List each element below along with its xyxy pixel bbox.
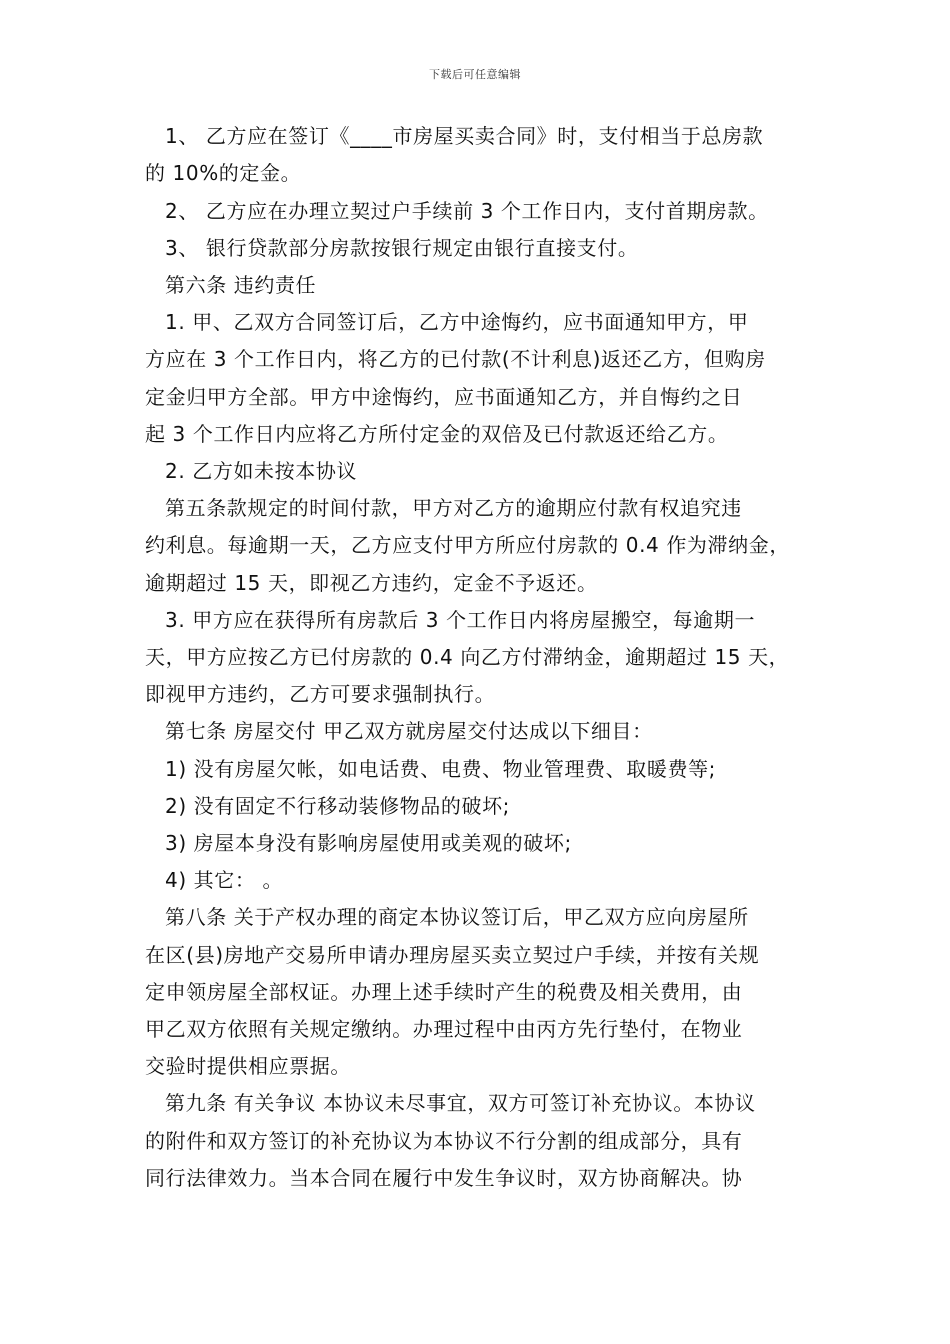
text-line: 甲乙双方依照有关规定缴纳。办理过程中由丙方先行垫付，在物业 — [145, 1017, 743, 1041]
text-line: 2) 没有固定不行移动装修物品的破坏; — [165, 794, 511, 818]
text-line: 约利息。每逾期一天，乙方应支付甲方所应付房款的 0.4 作为滞纳金， — [145, 533, 790, 557]
text-line: 同行法律效力。当本合同在履行中发生争议时，双方协商解决。协 — [145, 1166, 743, 1190]
text-line: 1) 没有房屋欠帐，如电话费、电费、物业管理费、取暖费等; — [165, 757, 717, 781]
text-line: 3、 银行贷款部分房款按银行规定由银行直接支付。 — [165, 236, 639, 260]
text-line: 逾期超过 15 天，即视乙方违约，定金不予返还。 — [145, 571, 598, 595]
text-line: 交验时提供相应票据。 — [145, 1054, 351, 1078]
text-line: 定申领房屋全部权证。办理上述手续时产生的税费及相关费用，由 — [145, 980, 743, 1004]
text-line: 3. 甲方应在获得所有房款后 3 个工作日内将房屋搬空，每逾期一 — [165, 608, 756, 632]
page-header: 下载后可任意编辑 — [429, 68, 521, 81]
text-line: 第九条 有关争议 本协议未尽事宜，双方可签订补充协议。本协议 — [165, 1091, 756, 1115]
text-line: 在区(县)房地产交易所申请办理房屋买卖立契过户手续，并按有关规 — [145, 943, 760, 967]
text-line: 定金归甲方全部。甲方中途悔约，应书面通知乙方，并自悔约之日 — [145, 385, 743, 409]
text-line: 即视甲方违约，乙方可要求强制执行。 — [145, 682, 496, 706]
text-line: 方应在 3 个工作日内，将乙方的已付款(不计利息)返还乙方，但购房 — [145, 347, 766, 371]
text-line: 1. 甲、乙双方合同签订后，乙方中途悔约，应书面通知甲方，甲 — [165, 310, 749, 334]
text-line: 第八条 关于产权办理的商定本协议签订后，甲乙双方应向房屋所 — [165, 905, 749, 929]
text-line: 第七条 房屋交付 甲乙双方就房屋交付达成以下细目： — [165, 719, 653, 743]
text-line: 3) 房屋本身没有影响房屋使用或美观的破坏; — [165, 831, 572, 855]
text-line: 起 3 个工作日内应将乙方所付定金的双倍及已付款返还给乙方。 — [145, 422, 729, 446]
text-line: 1、 乙方应在签订《____市房屋买卖合同》时，支付相当于总房款 — [165, 124, 764, 148]
text-line: 天，甲方应按乙方已付房款的 0.4 向乙方付滞纳金，逾期超过 15 天， — [145, 645, 790, 669]
text-line: 的附件和双方签订的补充协议为本协议不行分割的组成部分，具有 — [145, 1129, 743, 1153]
text-line: 的 10%的定金。 — [145, 161, 302, 185]
text-line: 2、 乙方应在办理立契过户手续前 3 个工作日内，支付首期房款。 — [165, 199, 769, 223]
text-line: 第五条款规定的时间付款，甲方对乙方的逾期应付款有权追究违 — [165, 496, 742, 520]
text-line: 第六条 违约责任 — [165, 273, 317, 297]
text-line: 2. 乙方如未按本协议 — [165, 459, 358, 483]
text-line: 4) 其它： 。 — [165, 868, 284, 892]
